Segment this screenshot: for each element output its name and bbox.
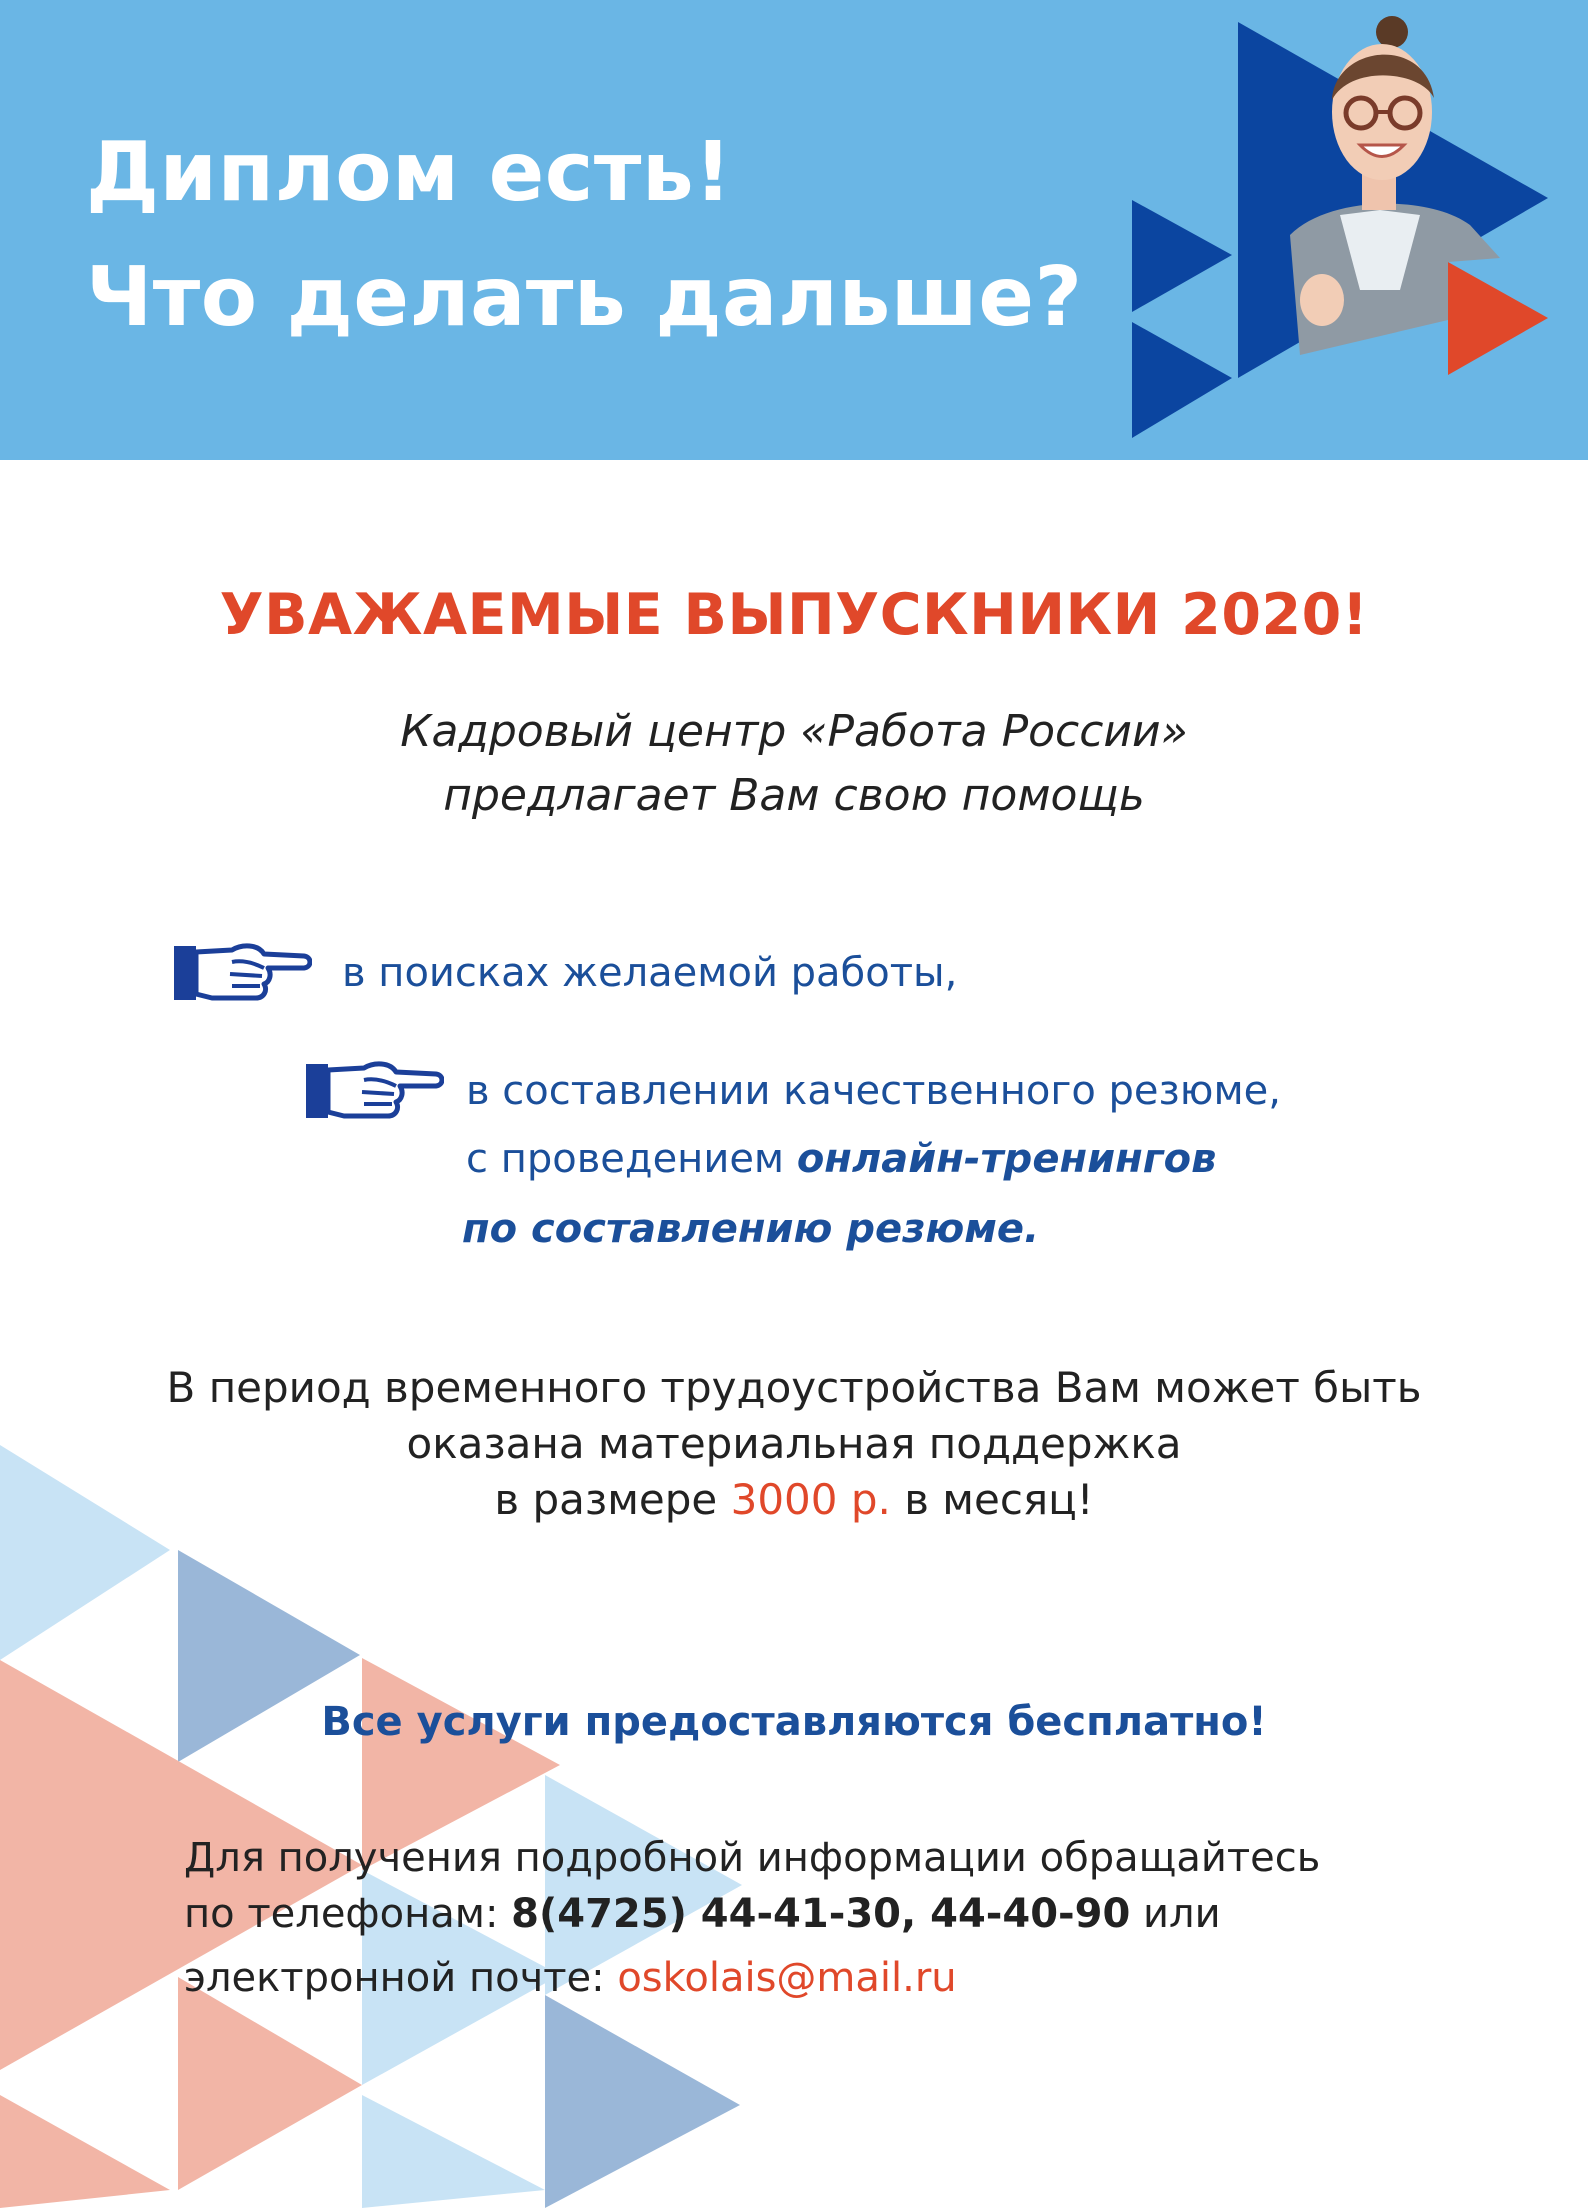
support-line-3-suffix: в месяц! — [890, 1475, 1094, 1524]
headline-line-1: Диплом есть! — [86, 125, 733, 220]
support-amount: 3000 р. — [730, 1475, 891, 1524]
contact-line-1: Для получения подробной информации обращайтесь — [184, 1835, 1321, 1881]
support-text — [0, 1360, 1588, 1528]
contact-line-3 — [184, 1950, 1320, 2006]
service-item-resume — [466, 1058, 1281, 1124]
service-item-resume-line-1: в составлении качественного резюме, — [466, 1068, 1281, 1114]
service-item-job-search — [342, 940, 957, 1006]
support-line-3-prefix: в размере — [494, 1475, 731, 1524]
small-triangle-lower — [1132, 322, 1232, 438]
headline-line-2: Что делать дальше? — [86, 250, 1083, 345]
intro-text — [0, 700, 1588, 828]
contact-line-2 — [184, 1886, 1320, 1942]
intro-line-2: предлагает Вам свою помощь — [443, 770, 1145, 821]
small-triangle-upper — [1132, 200, 1232, 312]
service-item-resume-line-2-prefix: с проведением — [466, 1136, 797, 1182]
service-item-resume-line-2-emphasis: онлайн-тренингов — [796, 1136, 1217, 1182]
service-item-resume-line-3-emphasis: по составлению резюме. — [462, 1206, 1040, 1252]
header-banner — [0, 0, 1588, 460]
intro-line-1: Кадровый центр «Работа России» — [400, 706, 1188, 757]
contact-email-prefix: электронной почте: — [184, 1955, 618, 2001]
contact-phones: 8(4725) 44-41-30, 44-40-90 — [511, 1891, 1131, 1937]
greeting-heading: УВАЖАЕМЫЕ ВЫПУСКНИКИ 2020! — [219, 582, 1369, 648]
support-line-1: В период временного трудоустройства Вам может быть — [166, 1363, 1422, 1412]
service-item-resume-training — [466, 1126, 1216, 1192]
service-item-job-search-label: в поисках желаемой работы, — [342, 950, 958, 996]
contact-phones-prefix: по телефонам: — [184, 1891, 512, 1937]
pointing-hand-icon — [304, 1058, 444, 1124]
contact-info — [184, 1830, 1320, 2006]
hero-illustration — [0, 0, 1588, 460]
contact-email-link[interactable]: oskolais@mail.ru — [617, 1955, 957, 2001]
free-services-note: Все услуги предоставляются бесплатно! — [321, 1699, 1267, 1745]
support-line-3 — [0, 1472, 1588, 1528]
orange-triangle-shape — [1448, 262, 1548, 375]
pointing-hand-icon — [172, 940, 312, 1006]
support-line-2: оказана материальная поддержка — [406, 1419, 1182, 1468]
contact-phones-suffix: или — [1130, 1891, 1221, 1937]
service-item-resume-training-cont — [462, 1196, 1039, 1262]
